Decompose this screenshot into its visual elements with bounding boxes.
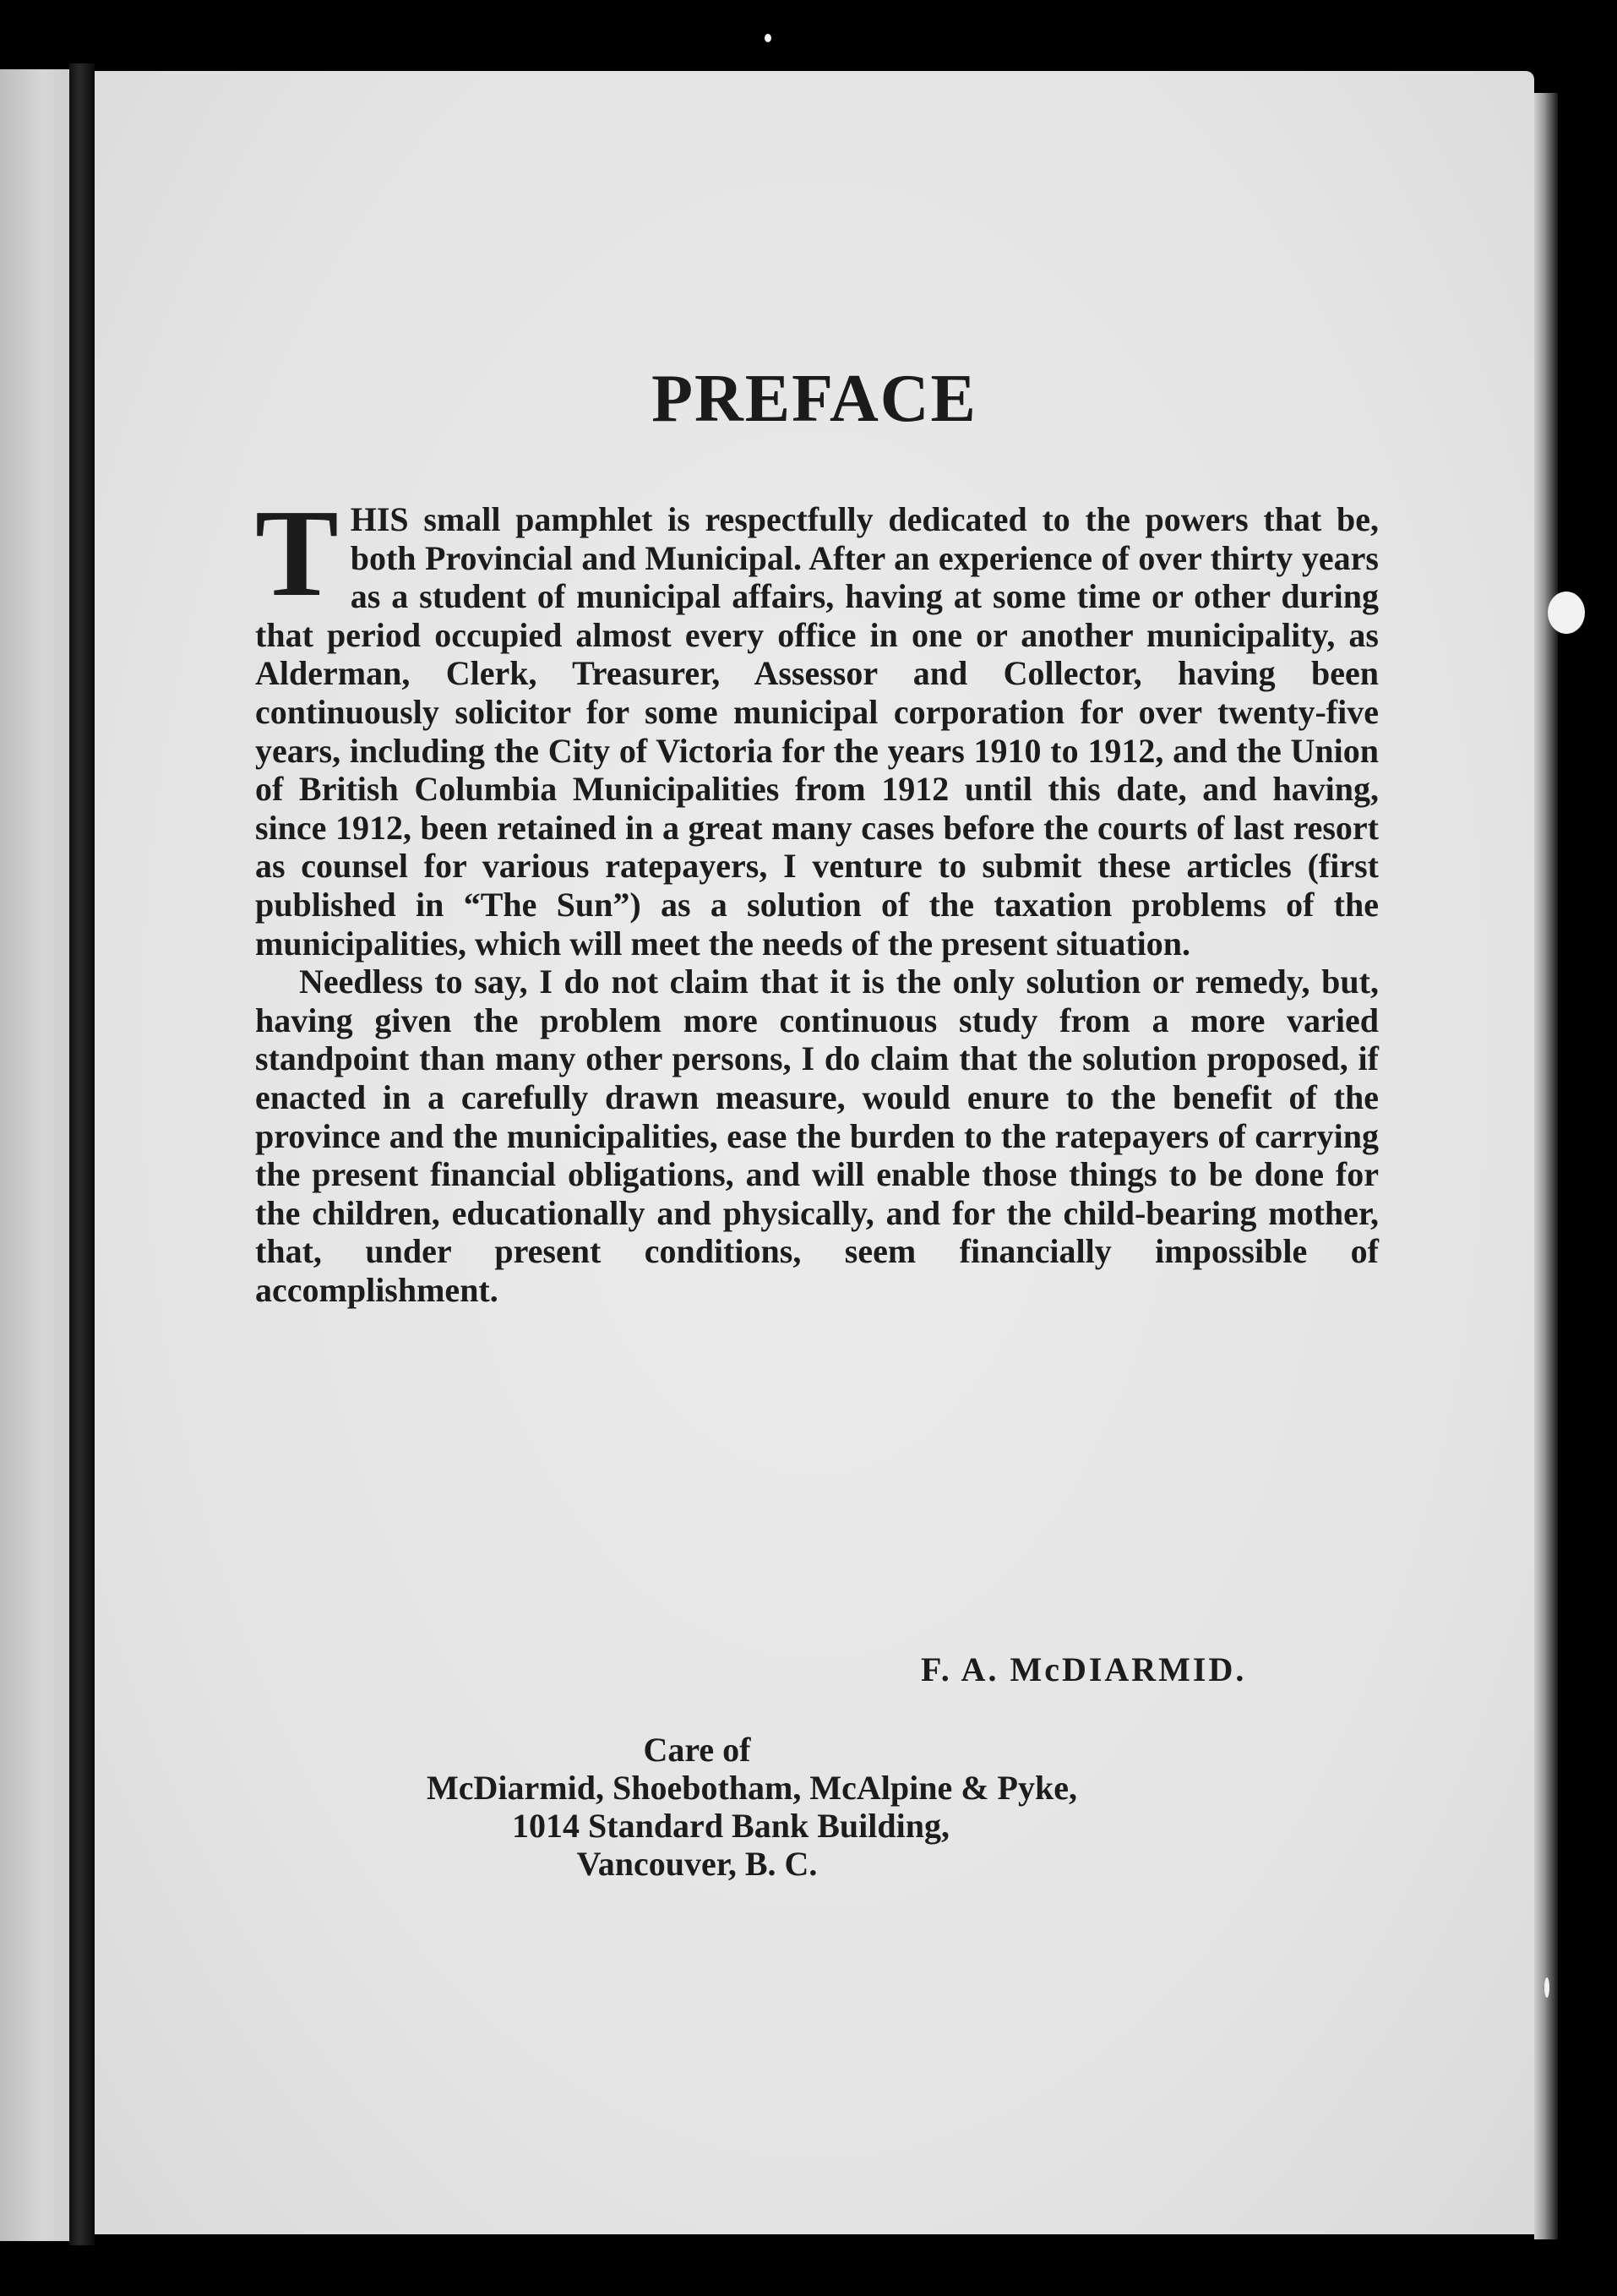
paper-speck <box>765 34 771 42</box>
address-block <box>245 1731 1183 1883</box>
address-line-3: 1014 Standard Bank Building, <box>512 1807 950 1845</box>
address-line-4: Vancouver, B. C. <box>576 1845 818 1883</box>
book-gutter <box>69 63 95 2245</box>
page-title: PREFACE <box>651 362 977 436</box>
facing-page-edge <box>0 69 69 2241</box>
address-line-2: McDiarmid, Shoebotham, McAlpine & Pyke, <box>427 1769 1077 1807</box>
author-signature: F. A. McDIARMID. <box>921 1650 1247 1688</box>
paragraph-1-text: HIS small pamphlet is respectfully dedicated to the powers that be, both Provincial and Municipal. After an experience of over thirty years as a student of municipal affairs, having at some time or other during that period occupied almost every office in one or another municipality, as Alderman, Clerk, Treasurer, Assessor and Collector, having been continuously solicitor for some municipal corporation for over twenty-five years, including the City of Victoria for the years 1910 to 1912, and the Union of British Columbia Municipalities from 1912 until this date, and having, since 1912, been retained in a great many cases before the courts of last resort as counsel for various ratepayers, I venture to submit these articles (first published in “The Sun”) as a solution of the taxation problems of the municipalities, which will meet the needs of the present situation. <box>255 500 1379 963</box>
page-right-edge <box>1534 93 1558 2239</box>
address-line-1: Care of <box>643 1731 751 1769</box>
paper-speck <box>1548 592 1585 634</box>
paper-speck <box>1544 1977 1549 1998</box>
preface-body <box>255 484 1379 1309</box>
drop-cap: T <box>255 484 339 623</box>
paragraph-1 <box>255 484 1379 963</box>
paragraph-2: Needless to say, I do not claim that it is the only solution or remedy, but, having given the problem more continuous study from a more varied standpoint than many other persons, I do claim that the solution proposed, if enacted in a carefully drawn measure, would enure to the benefit of the province and the municipalities, ease the burden to the ratepayers of carrying the present financial obligations, and will enable those things to be done for the children, educationally and physically, and for the child-bearing mother, that, under present conditions, seem financially impossible of accomplishment. <box>255 963 1379 1309</box>
